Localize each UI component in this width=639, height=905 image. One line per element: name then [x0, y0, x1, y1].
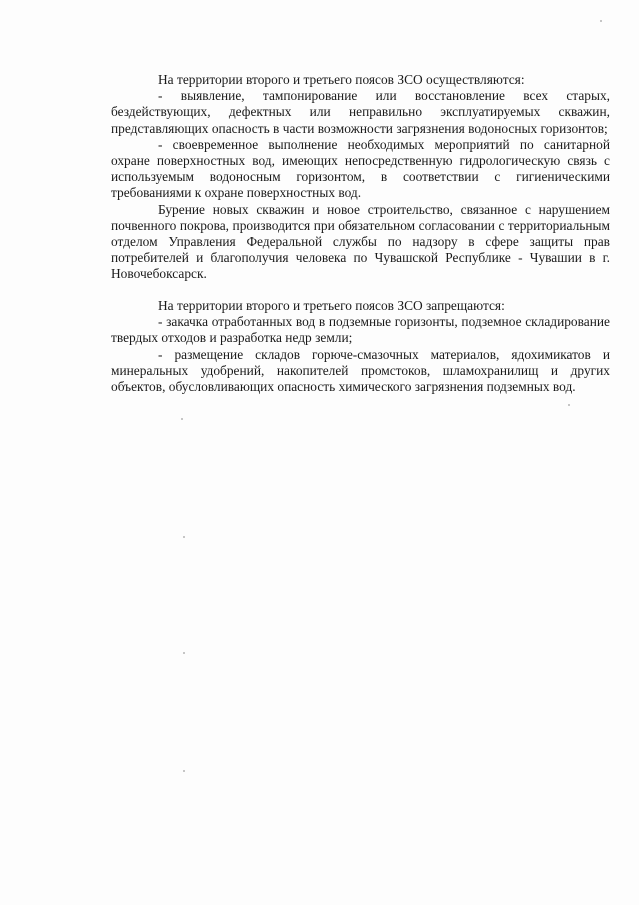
- paragraph: - выявление, тампонирование или восстановление всех старых, бездействующих, дефектных или неправильно эксплуатируемых скважин, представляющих опасность в части возможности загрязнения водоносных горизонтов;: [111, 88, 610, 136]
- paragraph: - размещение складов горюче-смазочных материалов, ядохимикатов и минеральных удобрений, накопителей промстоков, шламохранилищ и других объектов, обусловливающих опасность химического загрязнения подземных вод.: [111, 346, 610, 395]
- paragraph: - закачка отработанных вод в подземные горизонты, подземное складирование твердых отходов и разработка недр земли;: [111, 314, 610, 346]
- scan-speck: [568, 404, 570, 406]
- scan-speck: [183, 770, 185, 772]
- section-prohibited-measures: [111, 298, 610, 395]
- scan-speck: [183, 536, 185, 538]
- section-heading: На территории второго и третьего поясов ЗСО запрещаются:: [158, 298, 505, 313]
- paragraph: Бурение новых скважин и новое строительство, связанное с нарушением почвенного покрова, производится при обязательном согласовании с территориальным отделом Управления Федеральной службы по надзору в сфере защиты прав потребителей и благополучия человека по Чувашской Республике - Чувашии в г. Новочебоксарск.: [111, 201, 610, 282]
- scan-speck: [183, 652, 185, 654]
- scan-speck: [181, 418, 183, 420]
- section-permitted-measures: [111, 72, 610, 283]
- paragraph: - своевременное выполнение необходимых мероприятий по санитарной охране поверхностных вод, имеющих непосредственную гидрологическую связь с используемым водоносным горизонтом, в соответствии с гигиеническими требованиями к охране поверхностных вод.: [111, 136, 610, 201]
- section-heading: На территории второго и третьего поясов ЗСО осуществляются:: [158, 72, 525, 87]
- scan-speck: [600, 20, 602, 22]
